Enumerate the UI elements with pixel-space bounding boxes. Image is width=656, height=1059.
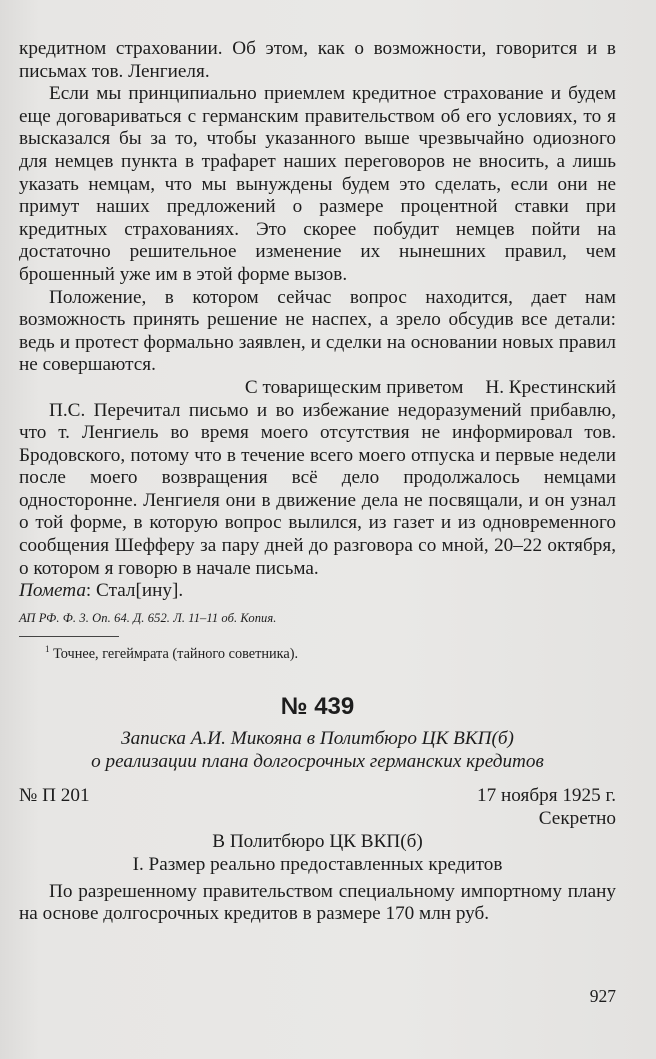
document-title-line-2: о реализации плана долгосрочных германских кредитов <box>91 750 544 772</box>
footnote <box>45 641 616 663</box>
footnote-divider <box>19 636 119 637</box>
document-ref: № П 201 <box>19 784 90 806</box>
postscript: П.С. Перечитал письмо и во избежание недоразумений прибавлю, что т. Ленгиель во время моего отсутствия не информировал тов. Бродовского, потому что в течение всего моего отпуска и первые недели после моего возвращения всё дело продолжалось немцами односторонне. Ленгиеля они в движение дела не посвящали, и он узнал о той форме, в которую вопрос вылился, из газет и из одновременного сообщения Шефферу за пару дней до разговора со мной, 20–22 октября, о котором я говорю в начале письма. <box>19 399 616 579</box>
closing-phrase: С товарищеским приветом <box>244 376 464 398</box>
remark-line <box>19 580 616 603</box>
classification-stamp: Секретно <box>538 807 616 829</box>
letter-paragraph-3: Положение, в котором сейчас вопрос находится, дает нам возможность принять решение не наспех, а зрело обсудив все детали: ведь и протест формально заявлен, и сделки на основании новых правил не совершаются. <box>19 286 616 376</box>
remark-value: : Стал[ину]. <box>85 580 184 602</box>
addressee: В Политбюро ЦК ВКП(б) <box>212 830 423 852</box>
document-meta-row <box>19 784 616 807</box>
signer-name: Н. Крестинский <box>485 376 616 398</box>
page-number: 927 <box>589 986 616 1006</box>
archive-reference: АП РФ. Ф. 3. Оп. 64. Д. 652. Л. 11–11 об. Копия. <box>19 610 277 625</box>
letter-paragraph-1: кредитном страховании. Об этом, как о возможности, говорится и в письмах тов. Ленгиеля. <box>19 38 616 82</box>
footnote-mark: 1 <box>45 643 50 654</box>
document-paragraph-1: По разрешенному правительством специальному импортному плану на основе долгосрочных кредитов в размере 170 млн руб. <box>19 880 616 925</box>
remark-label: Помета <box>19 580 86 602</box>
section-heading: I. Размер реально предоставленных кредитов <box>132 853 503 875</box>
document-number: № 439 <box>280 692 355 720</box>
letter-paragraph-2: Если мы принципиально приемлем кредитное страхование и будем еще договариваться с германским правительством об его условиях, то я высказался бы за то, чтобы указанного выше чрезвычайно одиозного для немцев пункта в трафарет наших переговоров не вносить, а лишь указать немцам, что мы вынуждены будем это сделать, если они не примут наших предложений о размере процентной ставки при кредитных страхованиях. Это скорее побудит немцев пойти на достаточно решительное изменение их нынешних правил, чем брошенный уже им в этой форме вызов. <box>19 83 616 285</box>
document-date: 17 ноября 1925 г. <box>477 784 616 806</box>
footnote-text: Точнее, гегеймрата (тайного советника). <box>49 645 299 662</box>
letter-signature <box>19 377 616 400</box>
document-title-line-1: Записка А.И. Микояна в Политбюро ЦК ВКП(б) <box>121 727 514 749</box>
